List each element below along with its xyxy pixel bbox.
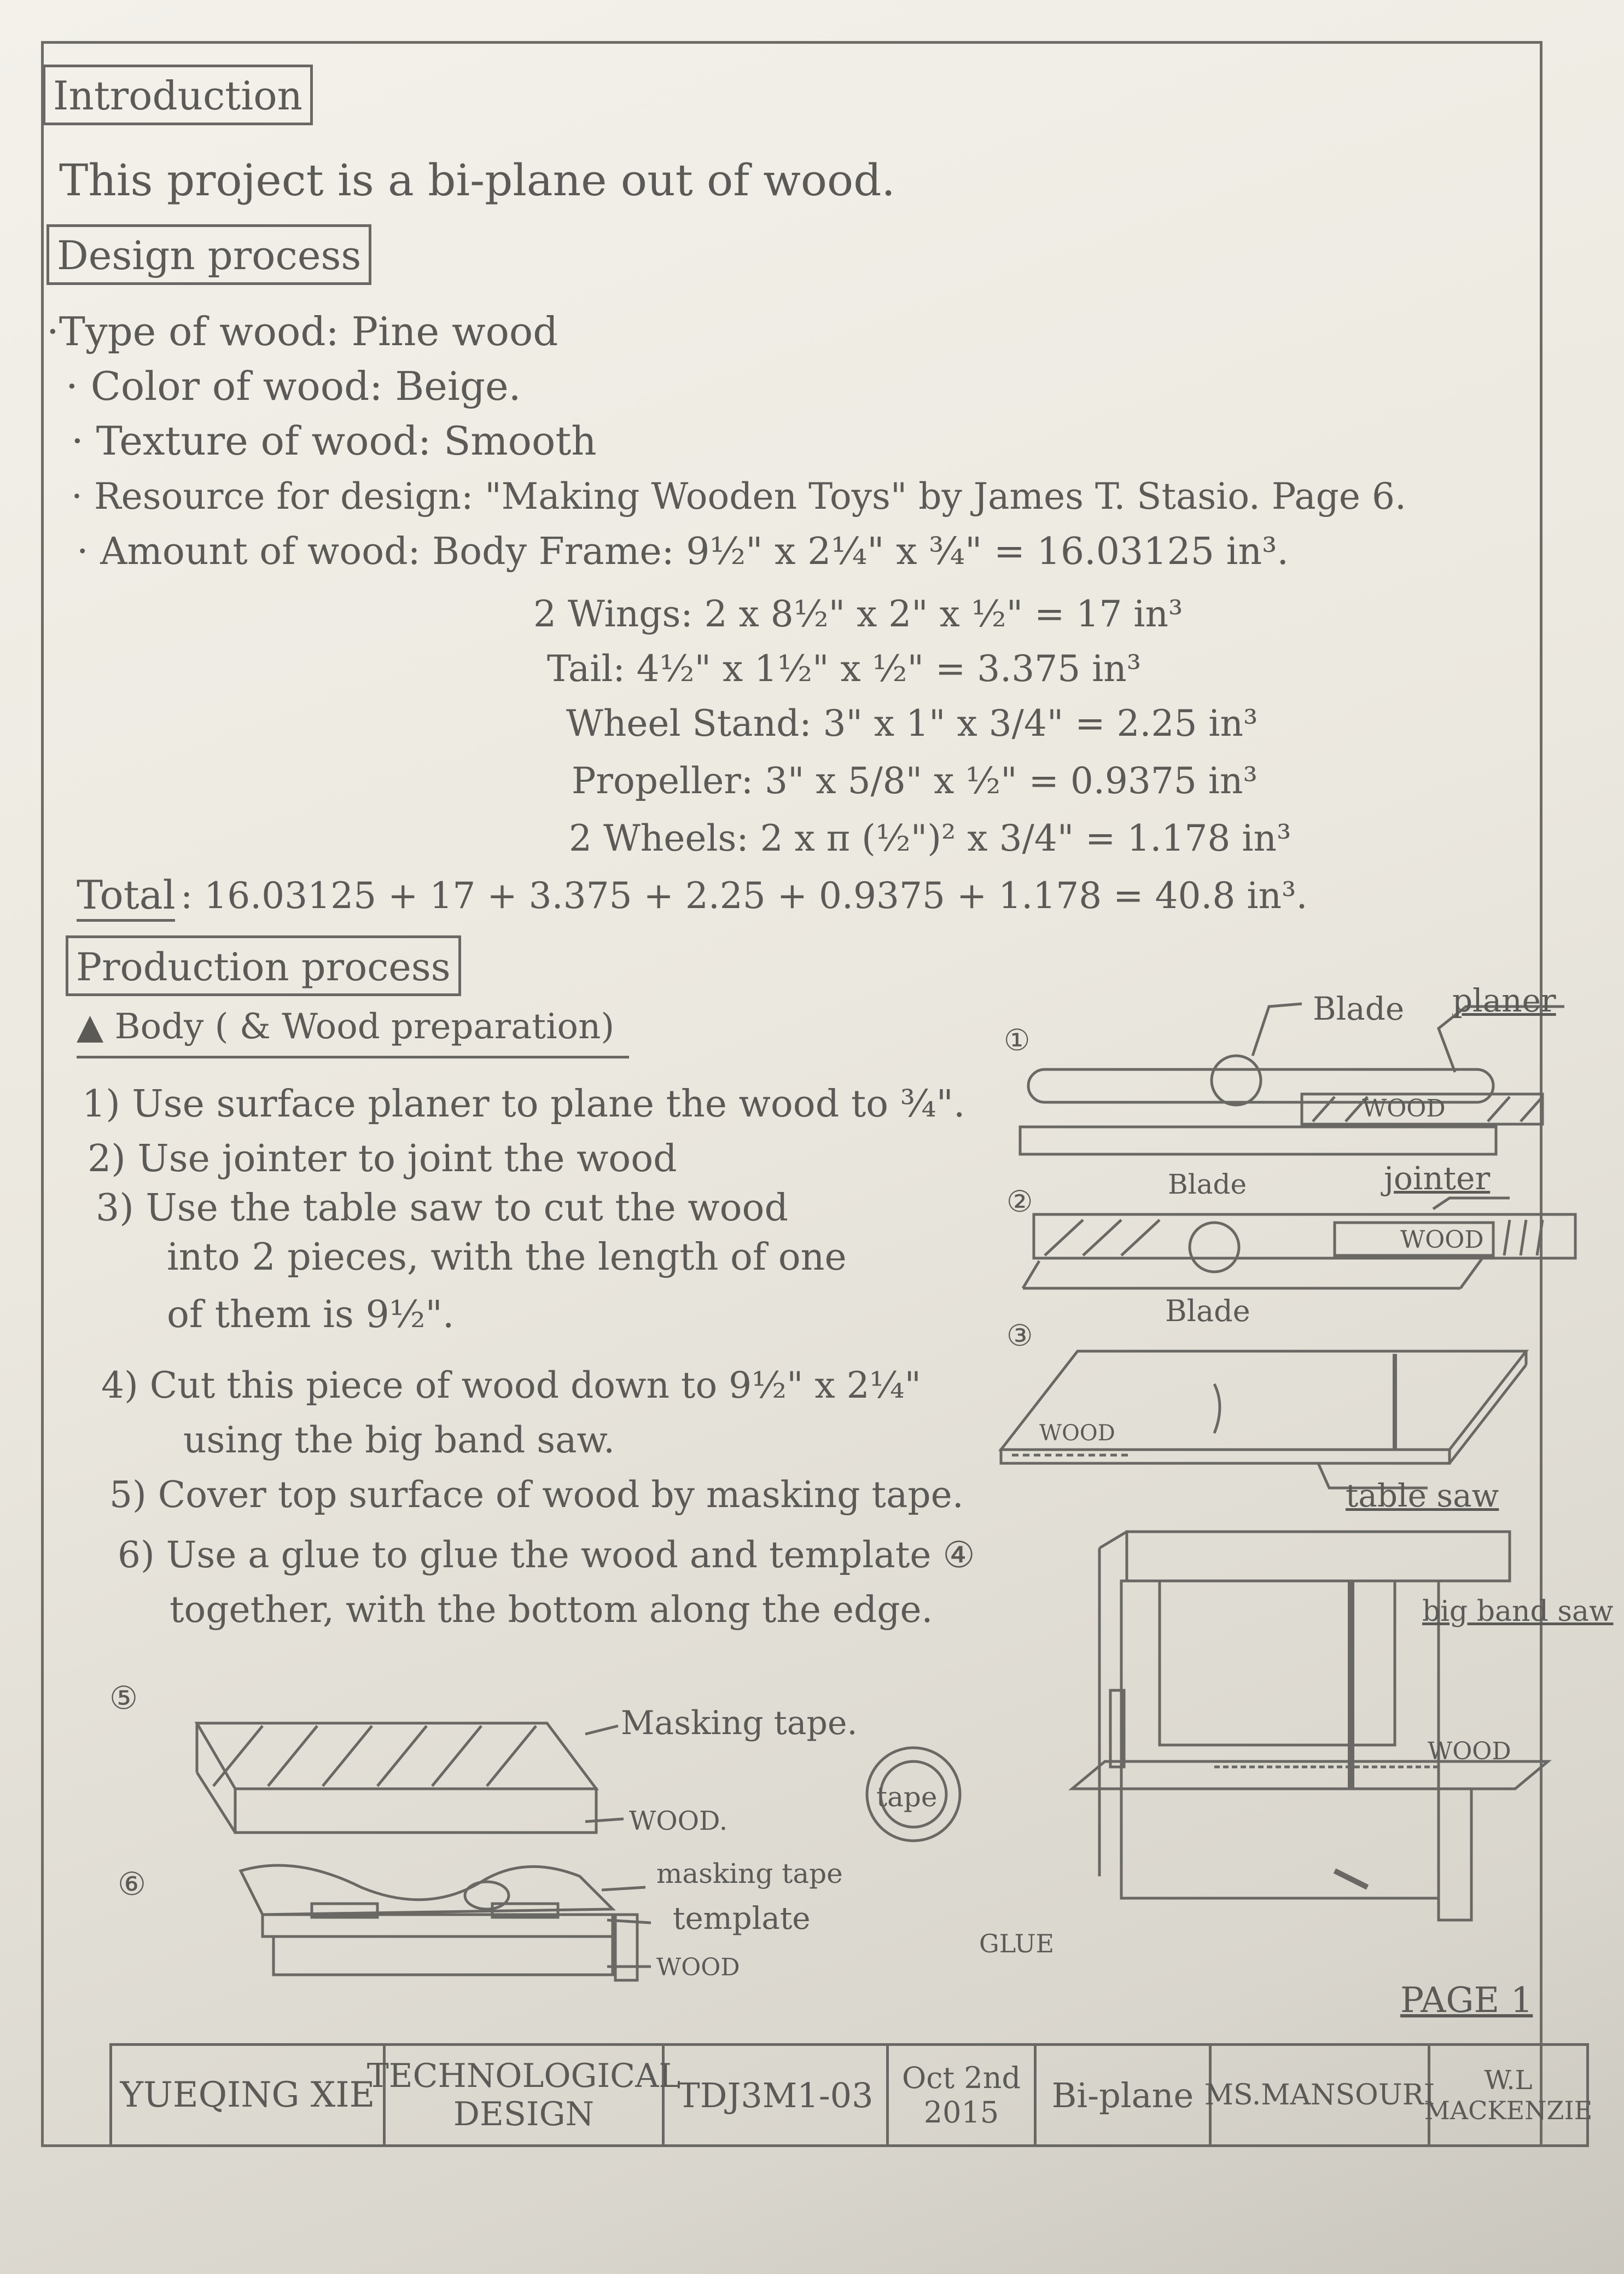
student-name: YUEQING XIE [120,2075,375,2115]
planer-base [1020,1127,1496,1154]
step-6b: together, with the bottom along the edge. [170,1589,933,1631]
body-heading: ▲ Body ( & Wood preparation) [77,1007,615,1047]
project-name: Bi-plane [1051,2075,1194,2115]
date-line-2: 2015 [923,2095,999,2130]
teacher-cell [1204,2046,1435,2144]
glue-bottle-icon [615,1915,637,1980]
course-code: TDJ3M1-03 [677,2075,874,2115]
sketch-1-number: ① [1004,1023,1031,1057]
masking-tape-label-1: Masking tape. [621,1704,858,1742]
sketch-5-number: ⑤ [109,1679,138,1717]
big-band-saw-label: big band saw [1422,1595,1614,1628]
glue-label: GLUE [979,1929,1055,1958]
title-block [109,2043,1593,2147]
wood-amount-propeller: Propeller: 3" x 5/8" x ½" = 0.9375 in³ [572,760,1258,802]
wood-label-3: WOOD [1039,1421,1115,1446]
wood-amount-wheel-stand: Wheel Stand: 3" x 1" x 3/4" = 2.25 in³ [566,702,1258,745]
step-3a: 3) Use the table saw to cut the wood [96,1187,789,1230]
introduction-heading [43,65,313,125]
planer-label: planer [1452,982,1556,1019]
wood-amount-wings: 2 Wings: 2 x 8½" x 2" x ½" = 17 in³ [533,593,1183,635]
band-saw-sketch [1061,1515,1586,1936]
blade-label-2: Blade [1168,1168,1247,1200]
step-4a: 4) Cut this piece of wood down to 9½" x 2¼" [101,1364,921,1406]
production-process-heading [66,935,461,996]
page-number: PAGE 1 [1400,1980,1533,2021]
band-saw-table [1072,1761,1548,1789]
blade-label-3: Blade [1165,1294,1250,1328]
date-cell [889,2046,1037,2144]
total-label: Total [77,872,176,918]
jointer-blade-icon [1190,1223,1239,1272]
blade-label-1: Blade [1313,990,1405,1027]
wood-label-6: WOOD [656,1953,740,1981]
design-point-5: · Amount of wood: Body Frame: 9½" x 2¼" x ¾" = 16.03125 in³. [77,530,1289,573]
sketch-2-number: ② [1006,1184,1033,1219]
production-process-label: Production process [76,945,451,990]
wood-amount-tail: Tail: 4½" x 1½" x ½" = 3.375 in³ [547,648,1142,690]
sketch-6-number: ⑥ [118,1865,146,1903]
body-heading-underline [77,1056,629,1059]
wood-label-4: WOOD [1428,1737,1511,1765]
introduction-label: Introduction [53,73,302,119]
course-cell [366,2046,681,2144]
planer-blade-icon [1212,1056,1261,1105]
project-cell [1037,2046,1212,2144]
total-expression: : 16.03125 + 17 + 3.375 + 2.25 + 0.9375 + 1.178 = 40.8 in³. [181,875,1308,917]
wood-label-2: WOOD [1400,1226,1484,1254]
design-point-2: · Color of wood: Beige. [66,363,521,409]
step-4b: using the big band saw. [183,1419,615,1461]
masking-tape-sketch [191,1712,985,1849]
table-saw-label: table saw [1346,1477,1499,1514]
tape-label: tape [876,1781,938,1813]
glued-wood-block [273,1936,613,1975]
student-name-cell [112,2046,386,2144]
school-cell [1424,2046,1593,2144]
jointer-label: jointer [1384,1160,1491,1197]
step-6a: 6) Use a glue to glue the wood and template ④ [118,1534,975,1576]
design-point-3: · Texture of wood: Smooth [71,418,597,464]
step-3c: of them is 9½". [167,1293,455,1336]
step-1: 1) Use surface planer to plane the wood to ¾". [82,1083,965,1126]
school-line-1: W.L [1484,2065,1533,2096]
design-process-label: Design process [57,232,362,278]
step-5: 5) Cover top surface of wood by masking tape. [109,1474,964,1516]
table-saw-sketch [990,1340,1586,1499]
band-saw-frame [1121,1581,1439,1898]
wood-label-1: WOOD [1362,1095,1446,1123]
table-saw-blade-icon [1214,1384,1220,1433]
teacher-name: MS.MANSOURI [1204,2079,1435,2112]
course-code-cell [665,2046,889,2144]
wood-amount-wheels: 2 Wheels: 2 x π (½")² x 3/4" = 1.178 in³ [569,817,1291,859]
course-line-1: TECHNOLOGICAL [366,2057,681,2095]
total-underline [77,919,175,922]
band-saw-head [1127,1532,1510,1581]
intro-text: This project is a bi-plane out of wood. [59,155,895,206]
jointer-sketch [1017,1165,1586,1307]
band-saw-window [1160,1581,1395,1745]
design-process-heading [46,224,371,285]
design-point-4: · Resource for design: "Making Wooden Toys" by James T. Stasio. Page 6. [71,475,1406,517]
school-line-2: MACKENZIE [1424,2096,1593,2125]
template-label: template [673,1901,811,1936]
step-2: 2) Use jointer to joint the wood [88,1137,677,1180]
design-point-1: ·Type of wood: Pine wood [46,309,558,354]
sketch-3-number: ③ [1006,1318,1033,1353]
date-line-1: Oct 2nd [901,2061,1021,2095]
wood-label-5: WOOD. [629,1806,728,1836]
step-3b: into 2 pieces, with the length of one [167,1236,847,1279]
masking-tape-label-2: masking tape [656,1858,843,1889]
course-line-2: DESIGN [453,2095,595,2133]
